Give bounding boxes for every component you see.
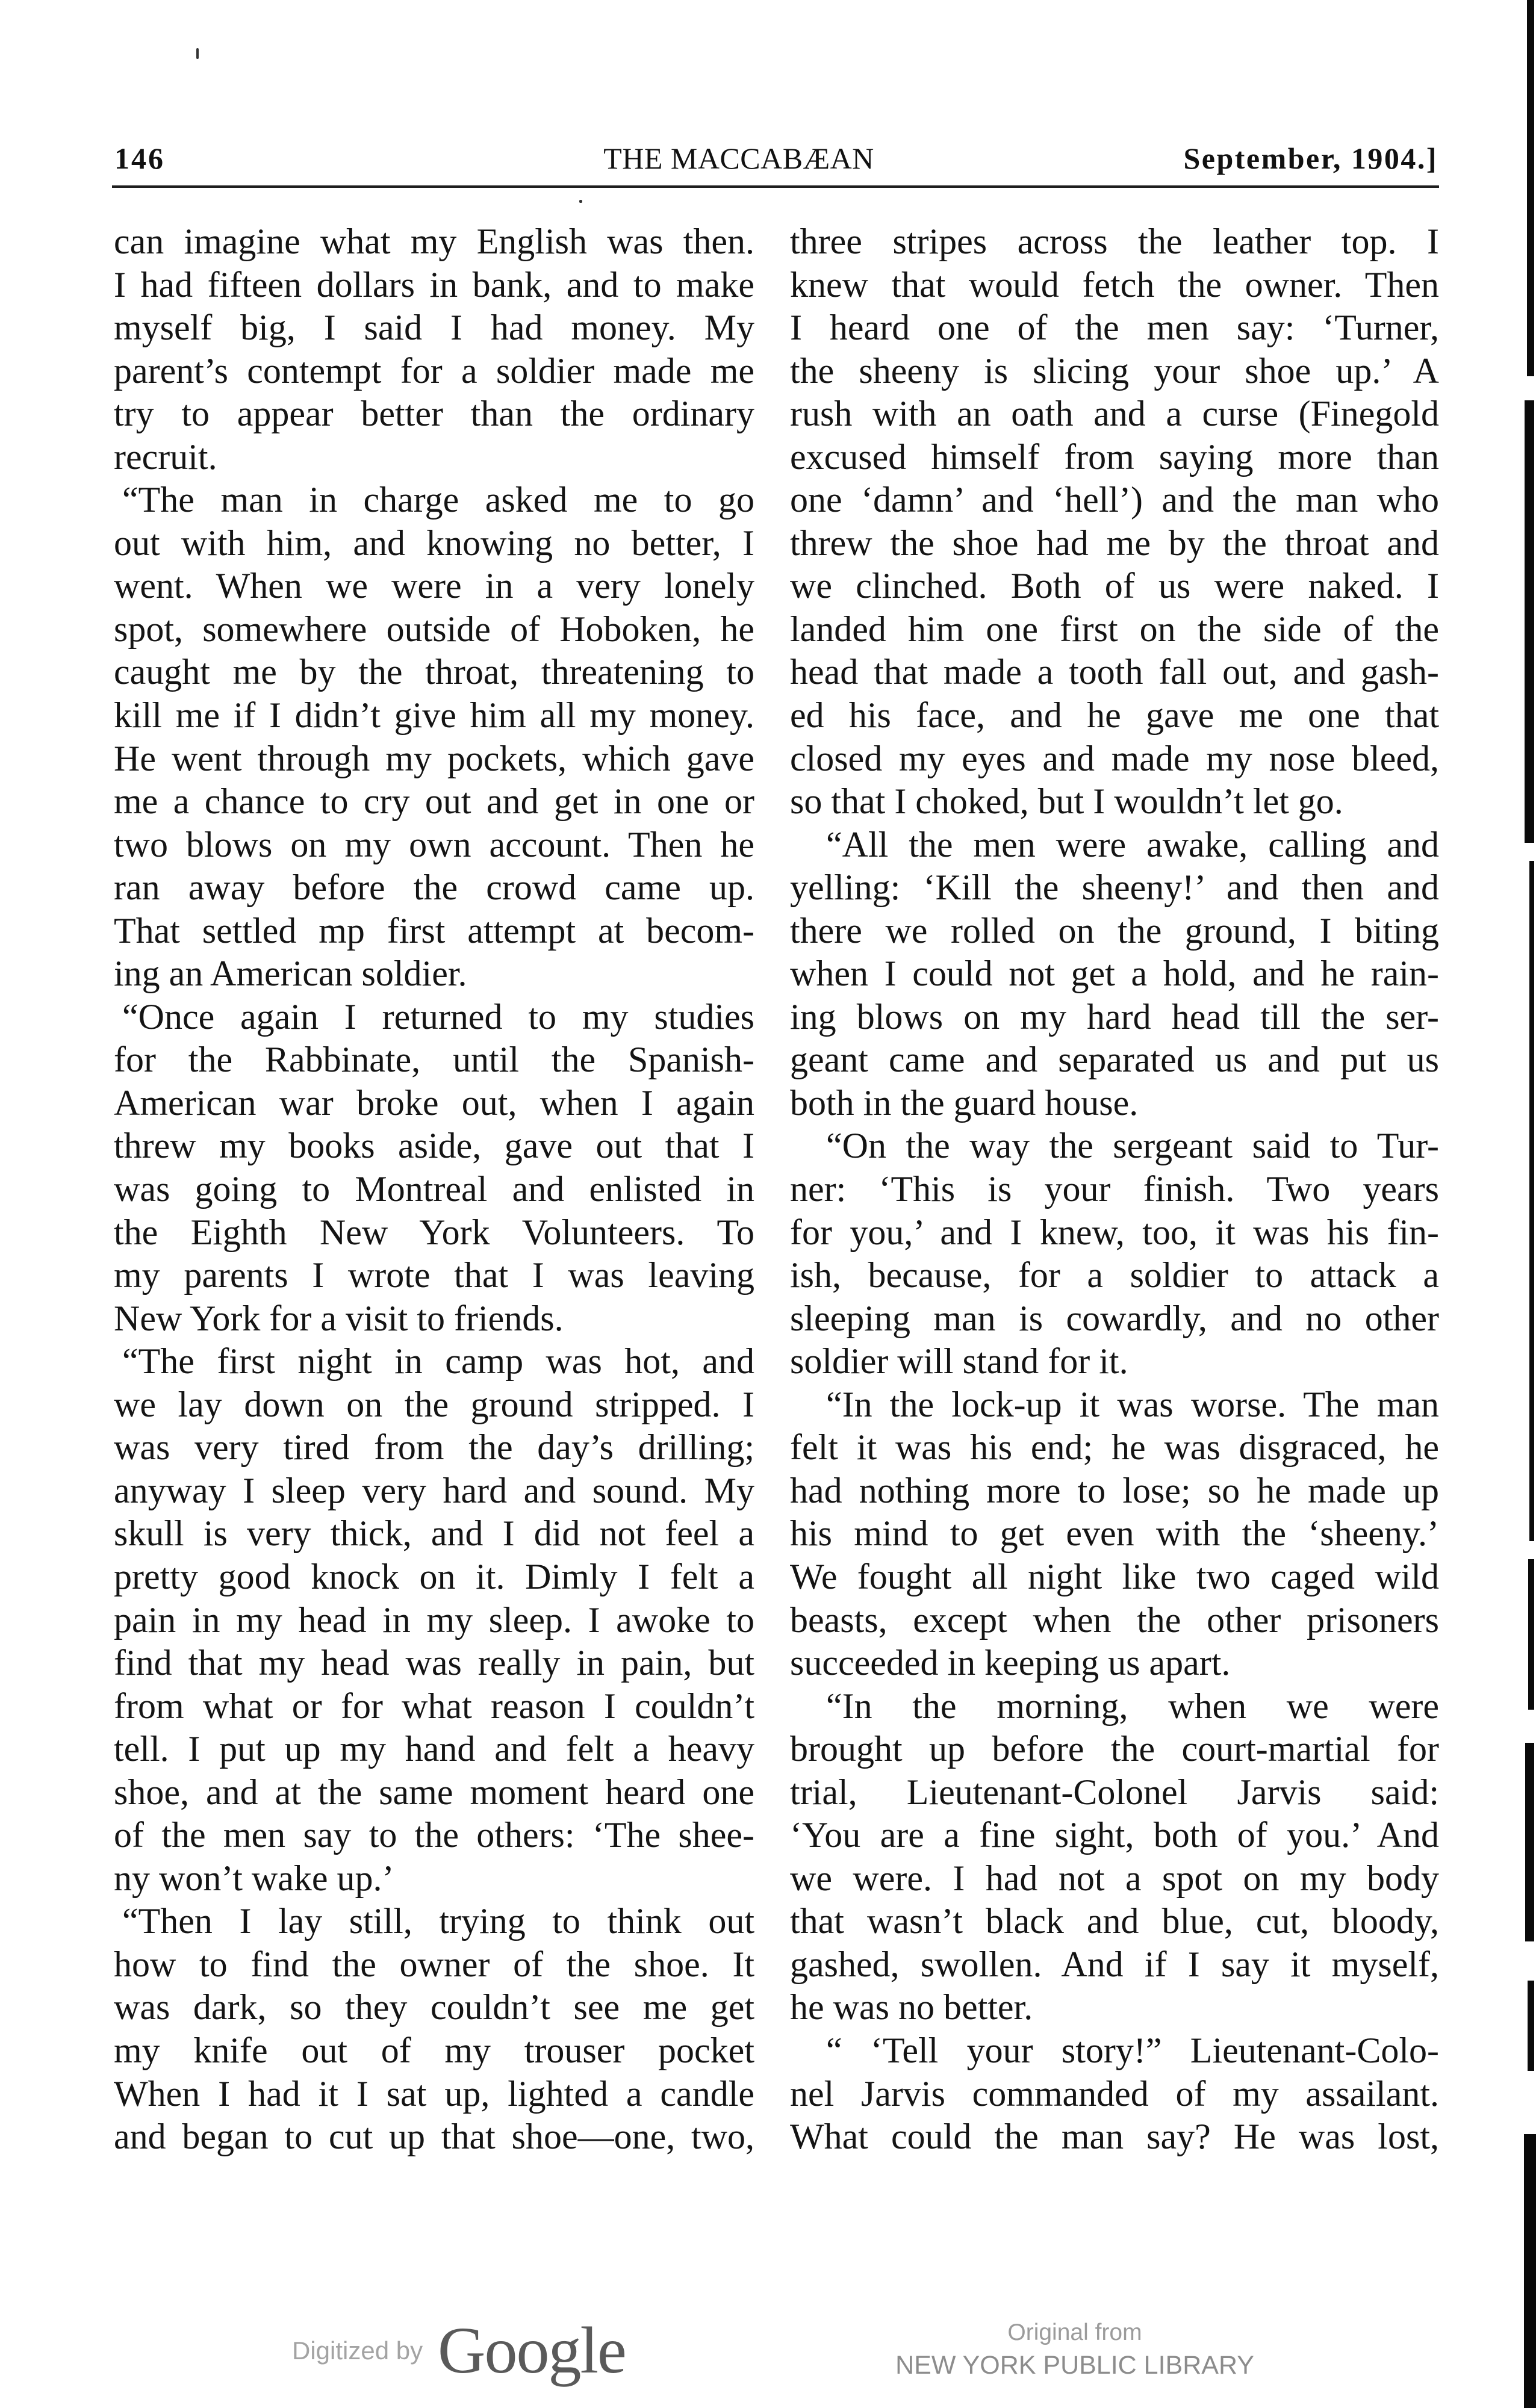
text-line: there we rolled on the ground, I biting [790,910,1439,951]
text-line: the sheeny is slicing your shoe up.’ A [790,350,1439,391]
text-line: New York for a visit to friends. [114,1298,564,1338]
paragraph [790,1685,1439,2029]
text-line: shoe, and at the same moment heard one [114,1772,754,1812]
text-line: was very tired from the day’s drilling; [114,1427,754,1468]
text-line: kill me if I didn’t give him all my money. [114,695,754,736]
original-from-label: Original from [1007,2320,1142,2345]
text-line: one ‘damn’ and ‘hell’) and the man who [790,480,1439,520]
google-logo: Google [438,2313,626,2387]
text-line: we were. I had not a spot on my body [790,1858,1439,1898]
text-line: When I had it I sat up, lighted a candle [114,2073,754,2114]
text-line: myself big, I said I had money. My [114,308,754,348]
text-line: we lay down on the ground stripped. I [114,1384,754,1424]
text-line: nel Jarvis commanded of my assailant. [790,2073,1439,2114]
text-line: “ ‘Tell your story!” Lieutenant-Colo- [826,2030,1439,2070]
paragraph [790,1383,1439,1685]
paragraph [790,220,1439,824]
text-line: had nothing more to lose; so he made up [790,1470,1439,1510]
text-line: anyway I sleep very hard and sound. My [114,1470,754,1510]
page-edge-shadow [1528,1559,1534,1710]
running-title: THE MACCABÆAN [603,141,874,175]
text-column-right [790,220,1439,2159]
digitized-by-label: Digitized by [292,2336,423,2365]
text-line: “In the morning, when we were [826,1686,1439,1726]
text-line: pain in my head in my sleep. I awoke to [114,1600,754,1640]
text-line: closed my eyes and made my nose bleed, [790,738,1439,778]
text-line: when I could not get a hold, and he rain- [790,954,1439,994]
text-line: “The man in charge asked me to go [122,480,754,520]
text-line: gashed, swollen. And if I say it myself, [790,1944,1439,1984]
text-line: me a chance to cry out and get in one or [114,781,754,822]
text-line: my parents I wrote that I was leaving [114,1255,754,1296]
page-edge-shadow [1525,400,1534,843]
text-line: threw the shoe had me by the throat and [790,523,1439,563]
text-line: “The first night in camp was hot, and [122,1341,754,1382]
page-edge-shadow [1524,2134,1536,2408]
text-column-left [114,220,754,2159]
text-line: pretty good knock on it. Dimly I felt a [114,1556,754,1597]
text-line: ing blows on my hard head till the ser- [790,996,1439,1037]
text-line: we clinched. Both of us were naked. I [790,566,1439,606]
text-line: ner: ‘This is your finish. Two years [790,1169,1439,1209]
text-line: soldier will stand for it. [790,1341,1128,1382]
text-line: I heard one of the men say: ‘Turner, [790,308,1439,348]
paragraph [114,479,754,996]
text-line: knew that would fetch the owner. Then [790,264,1439,305]
page-number: 146 [114,141,165,175]
text-line: for you,’ and I knew, too, it was his fin- [790,1212,1439,1252]
text-line: he was no better. [790,1987,1033,2028]
text-line: beasts, except when the other prisoners [790,1600,1439,1640]
paragraph [790,1125,1439,1383]
text-line: was going to Montreal and enlisted in [114,1169,754,1209]
text-line: ‘You are a fine sight, both of you.’ And [790,1815,1439,1855]
text-line: threw my books aside, gave out that I [114,1126,754,1166]
text-line: spot, somewhere outside of Hoboken, he [114,609,754,649]
text-line: American war broke out, when I again [114,1082,754,1123]
page-edge-shadow [1527,0,1534,376]
text-line: find that my head was really in pain, but [114,1643,754,1683]
text-line: ran away before the crowd came up. [114,867,754,908]
text-line: from what or for what reason I couldn’t [114,1686,754,1726]
paragraph [114,220,754,479]
text-line: for the Rabbinate, until the Spanish- [114,1040,754,1080]
text-line: We fought all night like two caged wild [790,1556,1439,1597]
text-line: That settled mp first attempt at becom- [114,910,754,951]
text-line: was dark, so they couldn’t see me get [114,1987,754,2028]
text-line: succeeded in keeping us apart. [790,1643,1231,1683]
text-line: how to find the owner of the shoe. It [114,1944,754,1984]
text-line: his mind to get even with the ‘sheeny.’ [790,1513,1439,1554]
text-line: “Then I lay still, trying to think out [122,1901,754,1941]
text-line: three stripes across the leather top. I [790,222,1439,261]
text-line: skull is very thick, and I did not feel a [114,1513,754,1554]
text-line: my knife out of my trouser pocket [114,2030,754,2070]
paragraph [114,1900,754,2158]
text-line: went. When we were in a very lonely [114,566,754,606]
page-edge-shadow [1529,861,1534,1541]
paragraph [114,996,754,1340]
paragraph [790,824,1439,1125]
scan-speck [579,200,582,203]
library-name: NEW YORK PUBLIC LIBRARY [895,2351,1254,2380]
text-line: ny won’t wake up.’ [114,1858,394,1898]
page-edge-shadow [1525,1743,1534,1941]
text-line: rush with an oath and a curse (Finegold [790,394,1439,434]
text-line: excused himself from saying more than [790,436,1439,477]
text-line: “In the lock-up it was worse. The man [826,1384,1439,1424]
text-line: that wasn’t black and blue, cut, bloody, [790,1901,1439,1941]
text-line: “On the way the sergeant said to Tur- [826,1126,1439,1166]
text-line: and began to cut up that shoe—one, two, [114,2117,754,2157]
text-line: caught me by the throat, threatening to [114,652,754,692]
text-line: ing an American soldier. [114,954,467,994]
text-line: recruit. [114,436,217,477]
text-line: parent’s contempt for a soldier made me [114,350,754,391]
text-line: “Once again I returned to my studies [122,996,754,1037]
text-line: brought up before the court-martial for [790,1729,1439,1769]
text-line: the Eighth New York Volunteers. To [114,1212,754,1252]
text-line: yelling: ‘Kill the sheeny!’ and then and [790,867,1439,908]
text-line: He went through my pockets, which gave [114,738,754,778]
text-line: ish, because, for a soldier to attack a [790,1255,1439,1296]
text-line: geant came and separated us and put us [790,1040,1439,1080]
text-line: so that I choked, but I wouldn’t let go. [790,781,1343,822]
text-line: sleeping man is cowardly, and no other [790,1298,1439,1338]
text-line: trial, Lieutenant-Colonel Jarvis said: [790,1772,1439,1812]
page-edge-shadow [1528,1981,1534,2071]
text-line: felt it was his end; he was disgraced, he [790,1427,1439,1468]
text-line: both in the guard house. [790,1082,1139,1123]
issue-date: September, 1904.] [1183,141,1438,175]
text-line: “All the men were awake, calling and [826,824,1439,864]
text-line: two blows on my own account. Then he [114,824,754,864]
text-line: I had fifteen dollars in bank, and to make [114,264,754,305]
text-line: tell. I put up my hand and felt a heavy [114,1729,754,1769]
text-line: landed him one first on the side of the [790,609,1439,649]
text-line: What could the man say? He was lost, [790,2117,1439,2157]
paragraph [790,2029,1439,2159]
text-line: try to appear better than the ordinary [114,394,754,434]
text-line: head that made a tooth fall out, and gash- [790,652,1439,692]
text-line: can imagine what my English was then. [114,222,754,261]
text-line: out with him, and knowing no better, I [114,523,754,563]
scan-speck [196,48,199,59]
text-line: of the men say to the others: ‘The shee- [114,1815,754,1855]
header-rule [112,185,1439,188]
text-line: ed his face, and he gave me one that [790,695,1439,736]
paragraph [114,1340,754,1900]
